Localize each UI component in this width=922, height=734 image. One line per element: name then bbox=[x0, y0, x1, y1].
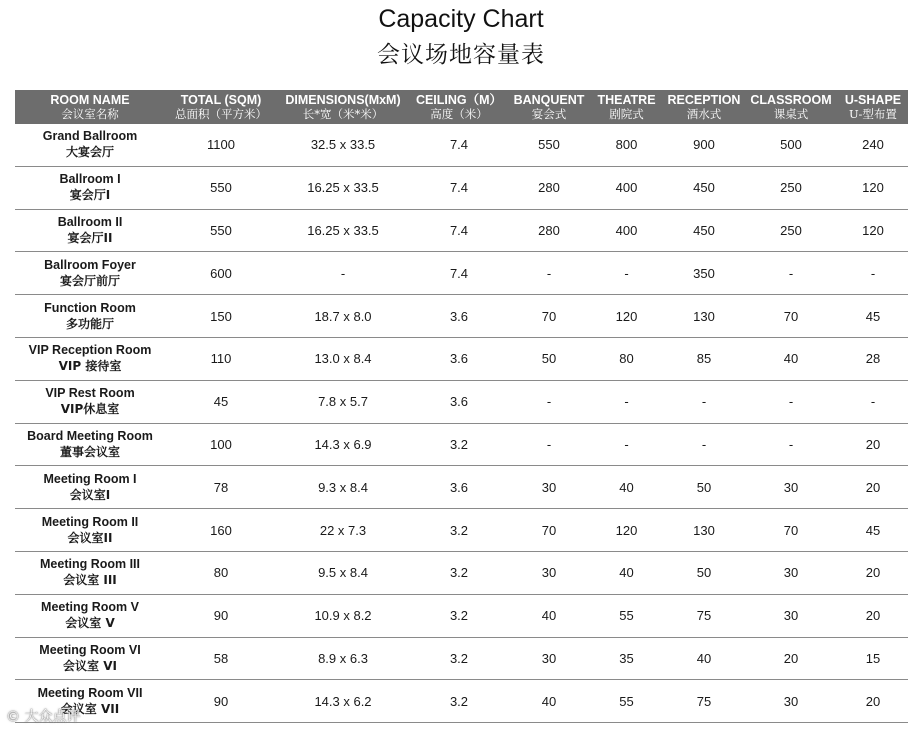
room-name-cell bbox=[15, 594, 165, 637]
column-header-cn: 总面积（平方米） bbox=[175, 107, 267, 121]
reception-cell: 50 bbox=[664, 551, 744, 594]
ceiling-cell: 3.2 bbox=[409, 423, 509, 466]
ceiling-cell: 3.2 bbox=[409, 637, 509, 680]
room-name-cn: 会议室 VI bbox=[63, 658, 117, 673]
page-title: Capacity Chart bbox=[378, 5, 544, 33]
column-header-cn: 酒水式 bbox=[686, 107, 722, 121]
room-name-cell bbox=[15, 466, 165, 509]
total-cell: 100 bbox=[165, 423, 277, 466]
theatre-cell: 800 bbox=[589, 124, 664, 166]
column-header-en: RECEPTION bbox=[667, 93, 741, 107]
column-header-en: CLASSROOM bbox=[750, 93, 832, 107]
column-header-classroom bbox=[744, 90, 838, 124]
room-name-cell bbox=[15, 166, 165, 209]
room-name-en: Board Meeting Room bbox=[27, 428, 153, 443]
reception-cell: 85 bbox=[664, 337, 744, 380]
reception-cell: 350 bbox=[664, 252, 744, 295]
column-header-dimensions bbox=[277, 90, 409, 124]
room-name-cn: 大宴会厅 bbox=[65, 145, 114, 160]
column-header-banquet bbox=[509, 90, 589, 124]
reception-cell: 130 bbox=[664, 509, 744, 552]
room-name-cell bbox=[15, 124, 165, 166]
dimensions-cell: - bbox=[277, 252, 409, 295]
banquet-cell: 40 bbox=[509, 680, 589, 723]
room-name-en: VIP Reception Room bbox=[28, 343, 152, 358]
room-name-cn: 会议室 V bbox=[65, 616, 115, 631]
classroom-cell: 70 bbox=[744, 295, 838, 338]
table-row bbox=[15, 252, 908, 295]
column-header-u-shape bbox=[838, 90, 908, 124]
room-name-cn: 宴会厅I bbox=[69, 188, 111, 203]
banquet-cell: - bbox=[509, 252, 589, 295]
ceiling-cell: 3.6 bbox=[409, 295, 509, 338]
table-row bbox=[15, 466, 908, 509]
room-name-en: Meeting Room VI bbox=[39, 642, 141, 657]
reception-cell: 75 bbox=[664, 594, 744, 637]
ceiling-cell: 3.2 bbox=[409, 680, 509, 723]
ceiling-cell: 3.6 bbox=[409, 466, 509, 509]
column-header-reception bbox=[664, 90, 744, 124]
dimensions-cell: 18.7 x 8.0 bbox=[277, 295, 409, 338]
column-header-en: U-SHAPE bbox=[844, 93, 902, 107]
total-cell: 110 bbox=[165, 337, 277, 380]
room-name-en: Meeting Room II bbox=[41, 514, 139, 529]
theatre-cell: 55 bbox=[589, 594, 664, 637]
banquet-cell: 50 bbox=[509, 337, 589, 380]
theatre-cell: 35 bbox=[589, 637, 664, 680]
column-header-room-name bbox=[15, 90, 165, 124]
room-name-cn: VIP休息室 bbox=[60, 402, 120, 417]
room-name-cn: 会议室 III bbox=[63, 573, 117, 588]
dimensions-cell: 13.0 x 8.4 bbox=[277, 337, 409, 380]
ushape-cell: 20 bbox=[838, 680, 908, 723]
ushape-cell: 45 bbox=[838, 509, 908, 552]
dimensions-cell: 7.8 x 5.7 bbox=[277, 380, 409, 423]
classroom-cell: 20 bbox=[744, 637, 838, 680]
classroom-cell: 70 bbox=[744, 509, 838, 552]
ushape-cell: - bbox=[838, 252, 908, 295]
dimensions-cell: 9.3 x 8.4 bbox=[277, 466, 409, 509]
reception-cell: 450 bbox=[664, 166, 744, 209]
theatre-cell: - bbox=[589, 423, 664, 466]
room-name-en: Ballroom Foyer bbox=[44, 257, 136, 272]
ushape-cell: 120 bbox=[838, 166, 908, 209]
classroom-cell: 30 bbox=[744, 594, 838, 637]
total-cell: 90 bbox=[165, 594, 277, 637]
total-cell: 80 bbox=[165, 551, 277, 594]
room-name-cell bbox=[15, 637, 165, 680]
dimensions-cell: 14.3 x 6.2 bbox=[277, 680, 409, 723]
room-name-cn: 多功能厅 bbox=[65, 316, 114, 331]
room-name-cell bbox=[15, 337, 165, 380]
room-name-cell bbox=[15, 509, 165, 552]
theatre-cell: 400 bbox=[589, 166, 664, 209]
ushape-cell: 20 bbox=[838, 466, 908, 509]
column-header-ceiling bbox=[409, 90, 509, 124]
classroom-cell: - bbox=[744, 252, 838, 295]
ceiling-cell: 3.2 bbox=[409, 594, 509, 637]
table-row bbox=[15, 423, 908, 466]
ushape-cell: 20 bbox=[838, 594, 908, 637]
room-name-cell bbox=[15, 551, 165, 594]
classroom-cell: 40 bbox=[744, 337, 838, 380]
ceiling-cell: 7.4 bbox=[409, 209, 509, 252]
column-header-en: DIMENSIONS(MxM) bbox=[285, 93, 401, 107]
theatre-cell: - bbox=[589, 380, 664, 423]
room-name-en: Function Room bbox=[44, 300, 136, 315]
table-row bbox=[15, 380, 908, 423]
room-name-en: Meeting Room VII bbox=[37, 685, 143, 700]
ushape-cell: 20 bbox=[838, 551, 908, 594]
column-header-cn: 会议室名称 bbox=[61, 107, 119, 121]
theatre-cell: 400 bbox=[589, 209, 664, 252]
ceiling-cell: 3.6 bbox=[409, 380, 509, 423]
banquet-cell: 280 bbox=[509, 209, 589, 252]
theatre-cell: 40 bbox=[589, 551, 664, 594]
total-cell: 1100 bbox=[165, 124, 277, 166]
classroom-cell: 250 bbox=[744, 209, 838, 252]
banquet-cell: 280 bbox=[509, 166, 589, 209]
table-row bbox=[15, 680, 908, 723]
banquet-cell: 70 bbox=[509, 295, 589, 338]
room-name-cell bbox=[15, 423, 165, 466]
classroom-cell: 500 bbox=[744, 124, 838, 166]
banquet-cell: - bbox=[509, 380, 589, 423]
room-name-cn: 宴会厅II bbox=[67, 230, 113, 245]
total-cell: 78 bbox=[165, 466, 277, 509]
dimensions-cell: 22 x 7.3 bbox=[277, 509, 409, 552]
banquet-cell: 30 bbox=[509, 466, 589, 509]
classroom-cell: 30 bbox=[744, 680, 838, 723]
banquet-cell: 30 bbox=[509, 551, 589, 594]
ushape-cell: - bbox=[838, 380, 908, 423]
room-name-cell bbox=[15, 209, 165, 252]
column-header-cn: 课桌式 bbox=[773, 107, 809, 121]
ceiling-cell: 7.4 bbox=[409, 166, 509, 209]
column-header-en: BANQUENT bbox=[513, 93, 585, 107]
dimensions-cell: 32.5 x 33.5 bbox=[277, 124, 409, 166]
room-name-en: VIP Rest Room bbox=[45, 386, 135, 401]
capacity-table bbox=[15, 90, 908, 723]
room-name-cn: 会议室II bbox=[67, 530, 113, 545]
total-cell: 45 bbox=[165, 380, 277, 423]
classroom-cell: 30 bbox=[744, 466, 838, 509]
column-header-cn: 高度（米） bbox=[430, 107, 488, 121]
ushape-cell: 20 bbox=[838, 423, 908, 466]
table-row bbox=[15, 594, 908, 637]
table-row bbox=[15, 551, 908, 594]
reception-cell: - bbox=[664, 423, 744, 466]
classroom-cell: 250 bbox=[744, 166, 838, 209]
page-subtitle: 会议场地容量表 bbox=[377, 42, 545, 68]
room-name-cell bbox=[15, 295, 165, 338]
dimensions-cell: 9.5 x 8.4 bbox=[277, 551, 409, 594]
ushape-cell: 120 bbox=[838, 209, 908, 252]
dimensions-cell: 8.9 x 6.3 bbox=[277, 637, 409, 680]
classroom-cell: 30 bbox=[744, 551, 838, 594]
theatre-cell: 40 bbox=[589, 466, 664, 509]
banquet-cell: 40 bbox=[509, 594, 589, 637]
banquet-cell: - bbox=[509, 423, 589, 466]
total-cell: 550 bbox=[165, 209, 277, 252]
column-header-cn: 长*宽（米*米） bbox=[302, 107, 384, 121]
reception-cell: 900 bbox=[664, 124, 744, 166]
reception-cell: 75 bbox=[664, 680, 744, 723]
ushape-cell: 45 bbox=[838, 295, 908, 338]
room-name-cn: VIP 接待室 bbox=[58, 359, 122, 374]
column-header-cn: U-型布置 bbox=[849, 107, 897, 121]
theatre-cell: 120 bbox=[589, 509, 664, 552]
watermark-text: © 大众点评 bbox=[6, 709, 81, 725]
classroom-cell: - bbox=[744, 380, 838, 423]
theatre-cell: - bbox=[589, 252, 664, 295]
banquet-cell: 30 bbox=[509, 637, 589, 680]
total-cell: 150 bbox=[165, 295, 277, 338]
ceiling-cell: 3.2 bbox=[409, 509, 509, 552]
ceiling-cell: 7.4 bbox=[409, 124, 509, 166]
banquet-cell: 70 bbox=[509, 509, 589, 552]
table-row bbox=[15, 295, 908, 338]
ushape-cell: 15 bbox=[838, 637, 908, 680]
room-name-cn: 宴会厅前厅 bbox=[59, 273, 120, 288]
reception-cell: 450 bbox=[664, 209, 744, 252]
banquet-cell: 550 bbox=[509, 124, 589, 166]
column-header-cn: 剧院式 bbox=[609, 107, 644, 121]
theatre-cell: 55 bbox=[589, 680, 664, 723]
column-header-cn: 宴会式 bbox=[531, 107, 567, 121]
dimensions-cell: 16.25 x 33.5 bbox=[277, 209, 409, 252]
table-header-row bbox=[15, 90, 908, 124]
column-header-theatre bbox=[589, 90, 664, 124]
table-row bbox=[15, 124, 908, 166]
ushape-cell: 28 bbox=[838, 337, 908, 380]
room-name-en: Meeting Room V bbox=[41, 600, 139, 615]
room-name-en: Meeting Room I bbox=[43, 471, 137, 486]
theatre-cell: 80 bbox=[589, 337, 664, 380]
reception-cell: 50 bbox=[664, 466, 744, 509]
total-cell: 600 bbox=[165, 252, 277, 295]
room-name-cn: 会议室I bbox=[69, 487, 111, 502]
classroom-cell: - bbox=[744, 423, 838, 466]
room-name-cn: 会议室 VII bbox=[60, 701, 120, 716]
total-cell: 90 bbox=[165, 680, 277, 723]
table-row bbox=[15, 637, 908, 680]
room-name-cell bbox=[15, 380, 165, 423]
column-header-en: THEATRE bbox=[597, 93, 656, 107]
dimensions-cell: 16.25 x 33.5 bbox=[277, 166, 409, 209]
room-name-cell bbox=[15, 252, 165, 295]
column-header-total bbox=[165, 90, 277, 124]
column-header-en: ROOM NAME bbox=[50, 93, 130, 107]
room-name-en: Meeting Room III bbox=[40, 557, 140, 572]
total-cell: 550 bbox=[165, 166, 277, 209]
room-name-en: Grand Ballroom bbox=[42, 129, 138, 144]
column-header-en: TOTAL (SQM) bbox=[180, 93, 262, 107]
dimensions-cell: 14.3 x 6.9 bbox=[277, 423, 409, 466]
table-row bbox=[15, 337, 908, 380]
table-body bbox=[15, 124, 908, 723]
ceiling-cell: 7.4 bbox=[409, 252, 509, 295]
table-row bbox=[15, 509, 908, 552]
table-row bbox=[15, 209, 908, 252]
total-cell: 160 bbox=[165, 509, 277, 552]
dimensions-cell: 10.9 x 8.2 bbox=[277, 594, 409, 637]
reception-cell: 130 bbox=[664, 295, 744, 338]
table-row bbox=[15, 166, 908, 209]
ceiling-cell: 3.6 bbox=[409, 337, 509, 380]
total-cell: 58 bbox=[165, 637, 277, 680]
reception-cell: - bbox=[664, 380, 744, 423]
ceiling-cell: 3.2 bbox=[409, 551, 509, 594]
room-name-en: Ballroom II bbox=[57, 214, 123, 229]
room-name-en: Ballroom I bbox=[59, 172, 121, 187]
ushape-cell: 240 bbox=[838, 124, 908, 166]
column-header-en: CEILING（M） bbox=[415, 93, 503, 107]
theatre-cell: 120 bbox=[589, 295, 664, 338]
room-name-cn: 董事会议室 bbox=[59, 444, 120, 459]
reception-cell: 40 bbox=[664, 637, 744, 680]
